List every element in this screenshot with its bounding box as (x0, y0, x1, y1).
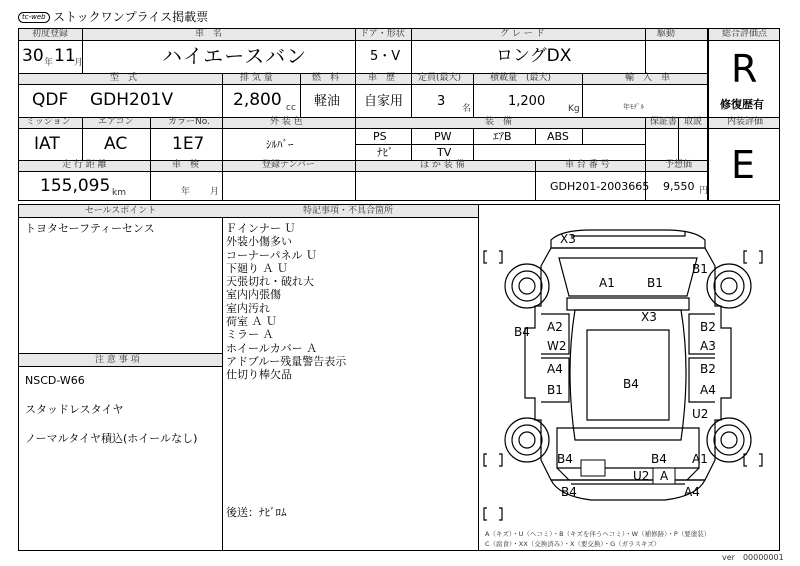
label-grade: グ レ ー ド (500, 29, 545, 39)
label-total-rating: 総合評価点 (722, 29, 768, 39)
logo: tc-web (18, 12, 50, 23)
remark-item: 天張切れ・破れ大 (226, 275, 314, 289)
door-shape: 5・V (370, 49, 401, 64)
label-door-shape: ドア・形状 (360, 29, 405, 39)
displacement-unit: cc (286, 103, 296, 113)
damage-label: U2 (633, 469, 650, 483)
remark-item: 外装小傷多い (226, 235, 292, 249)
damage-label: A4 (684, 485, 700, 499)
label-equipment: 装 備 (485, 117, 513, 127)
damage-label: B2 (700, 362, 716, 376)
damage-label: B1 (692, 262, 708, 276)
sales-point-label: セールスポイント (85, 206, 157, 216)
ac: AC (104, 134, 128, 154)
label-price: 予想価 (665, 160, 693, 170)
page-title: ストックワンプライス掲載票 (53, 10, 209, 24)
first-reg-month: 11 (54, 46, 76, 66)
damage-label: B4 (651, 452, 667, 466)
remark-item: ホイールカバー Ａ (226, 341, 318, 355)
remark-item: Ｆインナー Ｕ (226, 222, 296, 235)
history: 自家用 (364, 94, 404, 109)
label-displacement: 排 気 量 (240, 73, 273, 83)
label-mileage: 走 行 距 離 (62, 160, 107, 170)
damage-label: A4 (547, 362, 563, 376)
damage-label: B1 (647, 276, 663, 290)
damage-label: A2 (547, 320, 563, 334)
remark-item: 仕切り棒欠品 (226, 368, 292, 382)
damage-label: W2 (547, 339, 567, 353)
label-chassis: 車 台 番 号 (565, 160, 610, 170)
label-exterior-color: 外 装 色 (270, 117, 303, 127)
first-reg-year: 30 (22, 46, 44, 66)
label-first-reg: 初度登録 (32, 29, 69, 39)
chassis-number: GDH201-2003665 (550, 180, 650, 193)
notes-label: 注 意 事 項 (95, 355, 140, 365)
damage-label: A3 (700, 339, 716, 353)
price-unit: 円 (699, 186, 709, 196)
damage-label: B4 (514, 325, 530, 339)
damage-label: B4 (557, 452, 573, 466)
equip-pw: PW (434, 130, 452, 143)
note-item: ノーマルタイヤ積込(ホイールなし) (25, 432, 198, 445)
color-no: 1E7 (172, 134, 205, 154)
price: 9,550 (663, 180, 695, 193)
damage-label: A1 (692, 452, 708, 466)
model: GDH201V (90, 90, 174, 110)
damage-label: U2 (692, 407, 709, 421)
label-import: 輸 入 車 (625, 73, 671, 83)
damage-label: X3 (560, 232, 576, 246)
legend-line-1: A（キズ）・U（ヘコミ）・B（キズを伴うヘコミ）・W（補修跡）・P（要塗装） (485, 530, 711, 538)
damage-label: A (660, 469, 669, 483)
displacement: 2,800 (233, 90, 282, 110)
legend-line-2: C（腐食）・XX（交換済み）・X（要交換）・G（ガラスキズ） (485, 540, 661, 548)
capacity: 3 (437, 94, 446, 109)
version: ver 00000001 (722, 553, 784, 562)
label-capacity: 定員(最大) (418, 73, 462, 83)
mileage: 155,095 (40, 176, 111, 196)
remark-item: 荷室 Ａ Ｕ (226, 315, 277, 329)
label-mission: ミッション (26, 117, 71, 127)
remark-item: アドブルー残量警告表示 (226, 354, 347, 368)
damage-label: B2 (700, 320, 716, 334)
total-rating-score: R (731, 47, 758, 91)
interior-rating: E (731, 143, 756, 187)
label-ac: エアコン (98, 117, 134, 127)
model-prefix: QDF (32, 90, 69, 110)
label-plate: 登録ナンバー (262, 160, 315, 170)
remark-item: 室内汚れ (226, 301, 270, 315)
grade: ロングDX (496, 46, 572, 66)
damage-label: B4 (623, 377, 639, 391)
sales-point: トヨタセーフティーセンス (25, 222, 155, 235)
label-drive: 駆動 (657, 29, 676, 39)
remark-item: コーナーパネル Ｕ (226, 248, 317, 262)
note-item: スタッドレスタイヤ (25, 403, 124, 416)
label-load: 積載量 (最大) (490, 73, 552, 83)
damage-label: A1 (599, 276, 615, 290)
first-reg-month-unit: 月 (74, 58, 84, 68)
repair-history-note: 修復歴有 (720, 98, 764, 111)
damage-label: B4 (561, 485, 577, 499)
model-year-label: 年ﾓﾃﾞﾙ (623, 103, 644, 111)
damage-label: A4 (700, 383, 716, 397)
equip-ps: PS (373, 130, 387, 143)
inspection-month-unit: 月 (210, 187, 220, 197)
first-reg-year-unit: 年 (44, 58, 54, 68)
label-warranty: 保証書 (650, 117, 678, 127)
label-manual: 取説 (684, 117, 703, 127)
damage-label: X3 (641, 310, 657, 324)
equip-abs: ABS (547, 130, 569, 143)
equip-airbag: ｴｱB (493, 130, 512, 143)
label-color-no: カラーNo. (168, 117, 210, 127)
label-car-name: 車 名 (195, 29, 223, 39)
damage-label: B1 (547, 383, 563, 397)
top-table-frame (18, 28, 708, 201)
remark-item: 下廻り Ａ Ｕ (226, 261, 288, 275)
label-interior-rating: 内装評価 (727, 117, 764, 127)
equip-navi: ﾅﾋﾞ (377, 146, 394, 159)
remarks-list (226, 222, 346, 382)
load-unit: Kg (568, 104, 580, 114)
inspection-year-unit: 年 (181, 187, 191, 197)
label-inspection: 車 検 (172, 160, 200, 170)
load: 1,200 (508, 94, 546, 109)
label-fuel: 燃 料 (312, 73, 340, 83)
note-item: NSCD-W66 (25, 374, 85, 387)
exterior-color: ｼﾙﾊﾞｰ (266, 138, 294, 151)
label-other-equipment: ほ か 装 備 (420, 160, 465, 170)
mileage-unit: km (112, 188, 126, 198)
equip-tv: TV (437, 146, 452, 159)
car-name: ハイエースバン (162, 44, 308, 68)
label-history: 車 歴 (368, 73, 396, 83)
remark-item: ミラー Ａ (226, 328, 274, 342)
fuel: 軽油 (314, 94, 341, 109)
label-model: 型 式 (110, 73, 138, 83)
mission: IAT (34, 134, 60, 154)
capacity-unit: 名 (462, 104, 472, 114)
car-damage-diagram (479, 218, 779, 528)
remarks-label: 特記事項・不具合箇所 (303, 206, 394, 216)
remark-item: 室内内張傷 (226, 288, 281, 302)
remarks-after: 後送：ﾅﾋﾞﾛﾑ (226, 506, 287, 519)
